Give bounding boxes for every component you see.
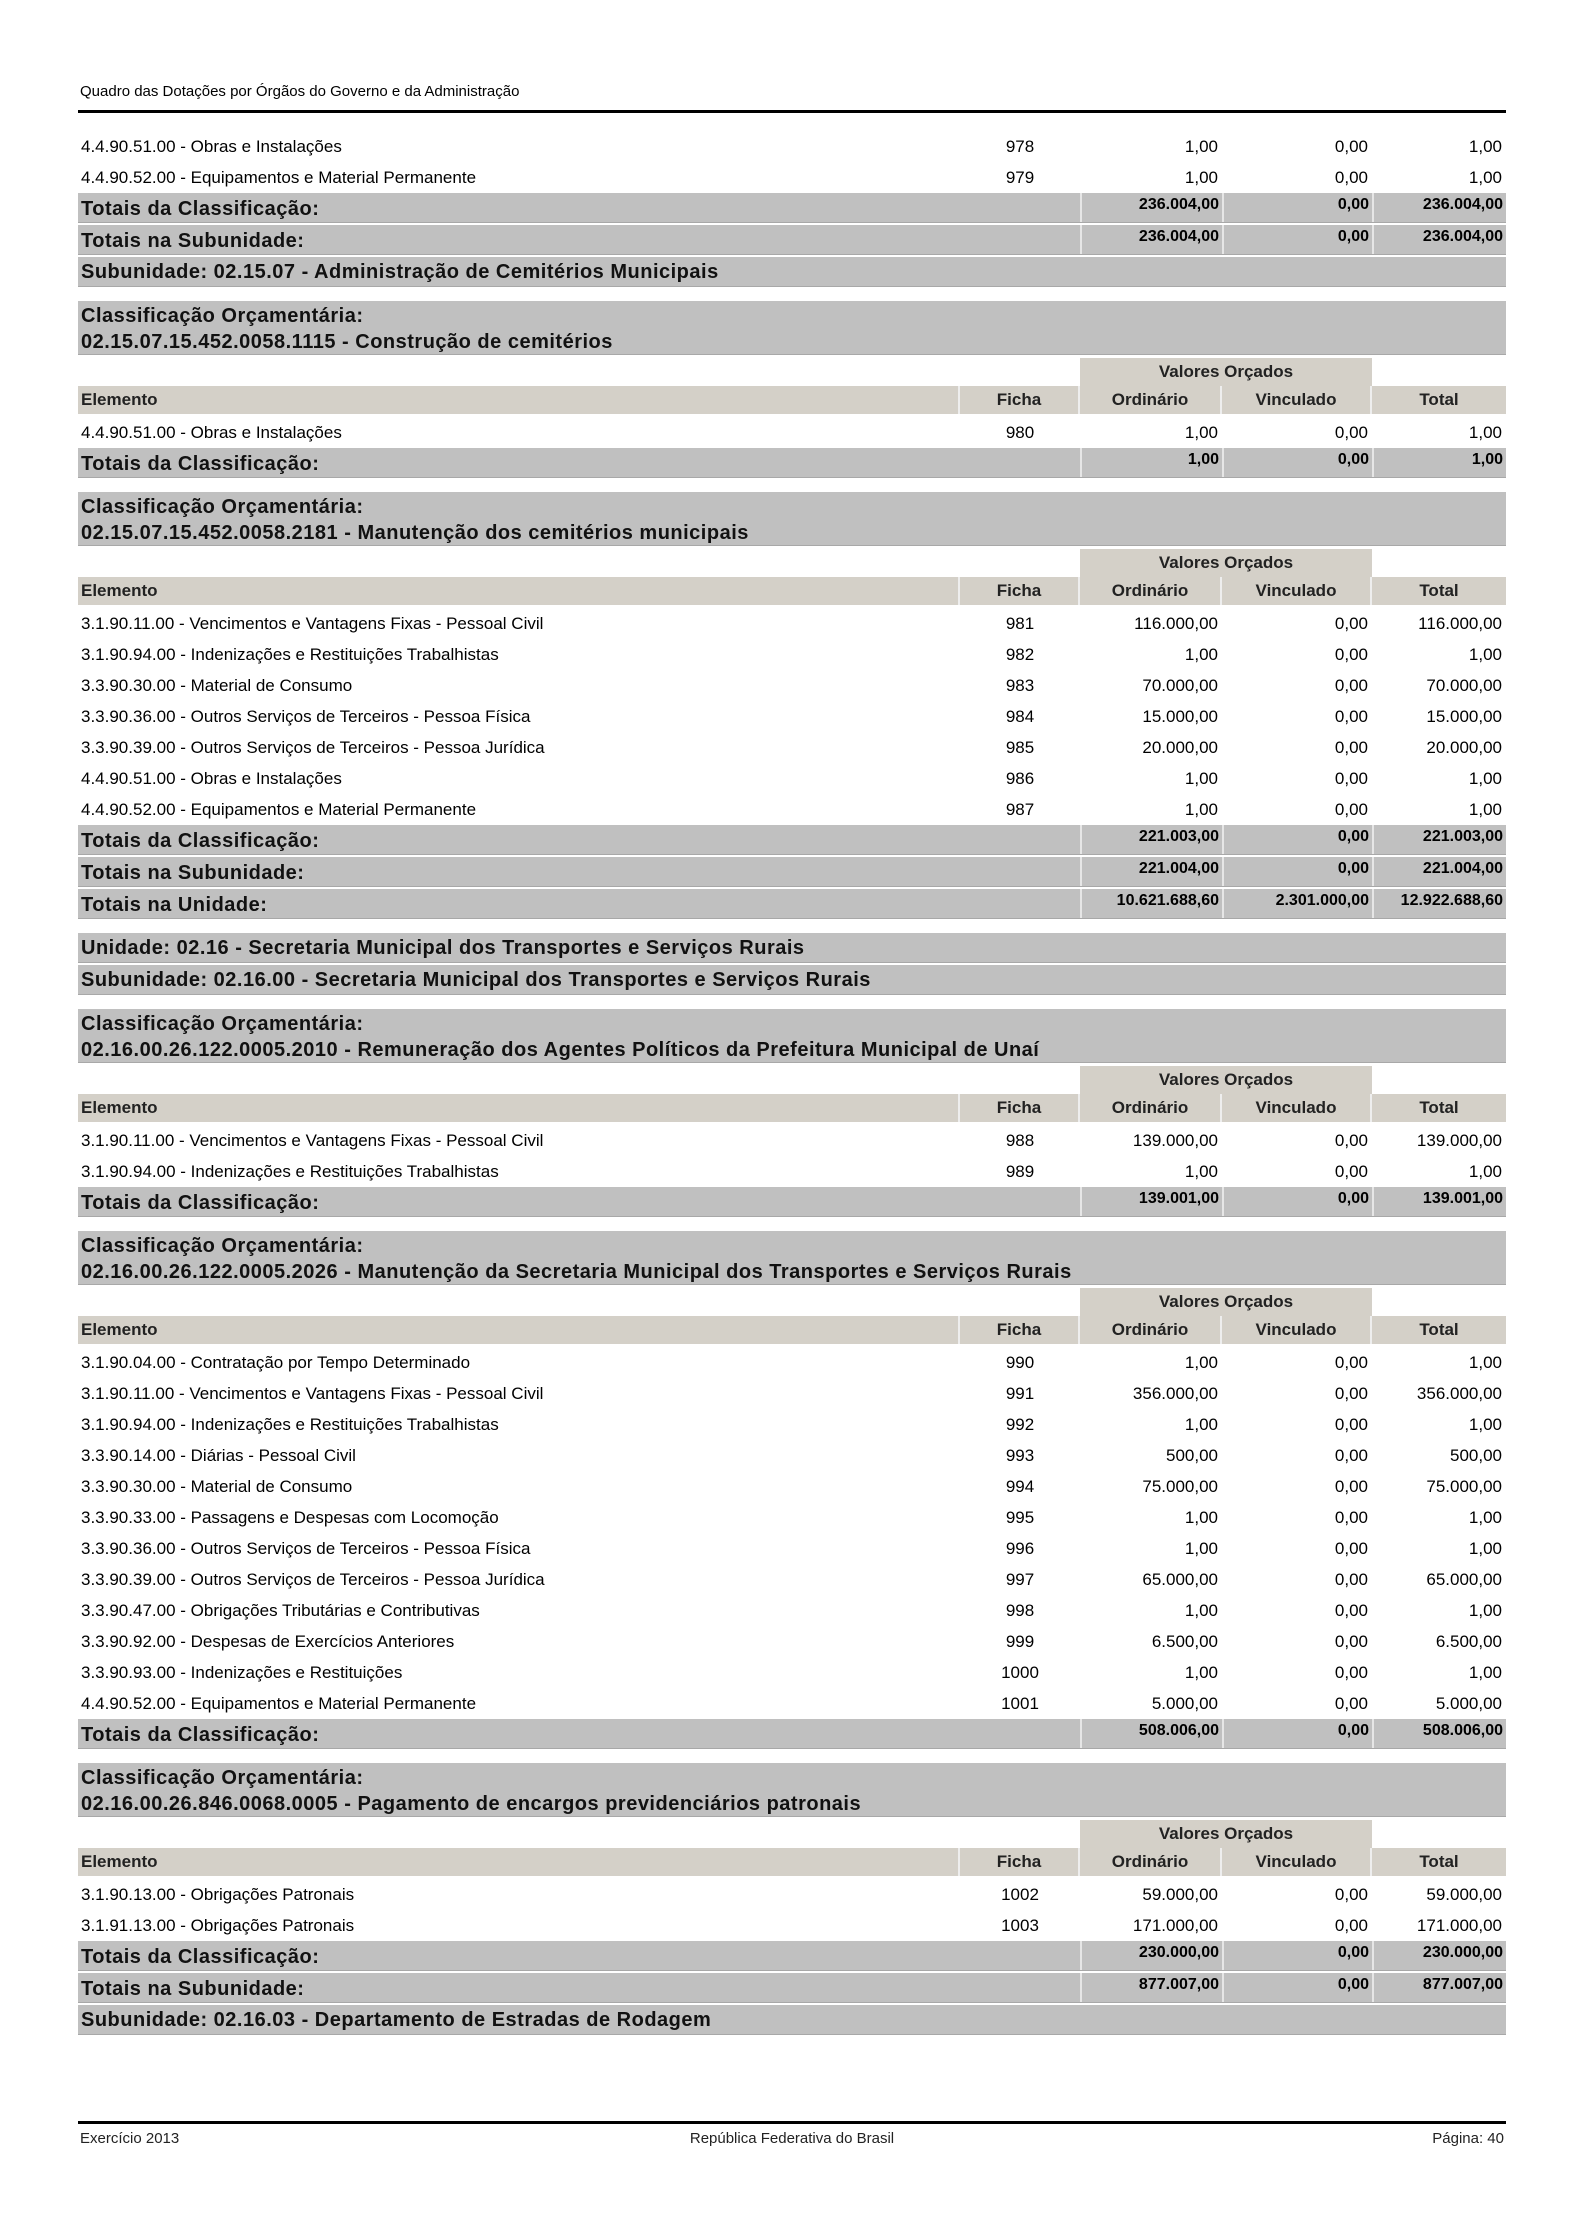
total-cell: 70.000,00 — [1426, 675, 1502, 695]
ficha-cell: 999 — [1005, 1631, 1035, 1651]
ordinario-cell: 1,00 — [1184, 136, 1218, 156]
ordinario-cell: 1,00 — [1184, 1600, 1218, 1620]
vinculado-cell: 0,00 — [1334, 422, 1368, 442]
classification-label: Classificação Orçamentária: — [81, 496, 364, 518]
valores-orcados-label: Valores Orçados — [1080, 1288, 1372, 1316]
classification-label: Classificação Orçamentária: — [81, 305, 364, 327]
vinculado-cell: 0,00 — [1334, 1130, 1368, 1150]
total-cell: 1,00 — [1468, 1538, 1502, 1558]
column-header-elemento: Elemento — [78, 1094, 960, 1122]
footer-country: República Federativa do Brasil — [689, 2130, 895, 2147]
total-cell: 75.000,00 — [1426, 1476, 1502, 1496]
ficha-cell: 998 — [1005, 1600, 1035, 1620]
ficha-cell: 1003 — [1001, 1915, 1039, 1935]
column-header-row — [78, 1316, 1506, 1344]
ordinario-cell: 75.000,00 — [1142, 1476, 1218, 1496]
footer-exercise-year: Exercício 2013 — [80, 2130, 180, 2147]
totals-row — [78, 448, 1506, 478]
header-spacer — [78, 358, 1080, 386]
ficha-cell: 993 — [1005, 1445, 1035, 1465]
totals-ordinario: 236.004,00 — [1080, 225, 1222, 254]
total-cell: 356.000,00 — [1416, 1383, 1502, 1403]
valores-orcados-label: Valores Orçados — [1080, 549, 1372, 577]
totals-label: Totais da Classificação: — [81, 198, 320, 220]
elemento-cell: 3.3.90.30.00 - Material de Consumo — [81, 675, 353, 695]
column-header-total: Total — [1419, 1320, 1459, 1339]
valores-orcados-header — [78, 1288, 1506, 1316]
ordinario-cell: 1,00 — [1184, 1414, 1218, 1434]
elemento-cell: 3.3.90.92.00 - Despesas de Exercícios Anteriores — [81, 1631, 455, 1651]
vinculado-cell: 0,00 — [1334, 1693, 1368, 1713]
table-row — [78, 1347, 1506, 1378]
elemento-cell: 4.4.90.51.00 - Obras e Instalações — [81, 136, 342, 156]
ficha-cell: 981 — [1005, 613, 1035, 633]
total-cell: 65.000,00 — [1426, 1569, 1502, 1589]
totals-total: 221.003,00 — [1372, 825, 1506, 854]
column-header-row — [78, 1094, 1506, 1122]
header-spacer — [78, 1066, 1080, 1094]
column-header-row — [78, 1848, 1506, 1876]
totals-label: Totais na Subunidade: — [81, 230, 305, 252]
column-header-elemento: Elemento — [78, 386, 960, 414]
totals-vinculado: 0,00 — [1222, 857, 1372, 886]
elemento-cell: 3.3.90.47.00 - Obrigações Tributárias e Contributivas — [81, 1600, 480, 1620]
classification-label: Classificação Orçamentária: — [81, 1767, 364, 1789]
table-row — [78, 1688, 1506, 1719]
valores-orcados-header — [78, 1820, 1506, 1848]
table-row — [78, 1910, 1506, 1941]
classification-label: Classificação Orçamentária: — [81, 1235, 364, 1257]
ordinario-cell: 356.000,00 — [1132, 1383, 1218, 1403]
vinculado-cell: 0,00 — [1334, 1445, 1368, 1465]
elemento-cell: 3.3.90.33.00 - Passagens e Despesas com Locomoção — [81, 1507, 499, 1527]
ordinario-cell: 1,00 — [1184, 1538, 1218, 1558]
column-header-ordinario: Ordinário — [1080, 1316, 1222, 1344]
ordinario-cell: 1,00 — [1184, 1662, 1218, 1682]
column-header-row — [78, 577, 1506, 605]
column-header-elemento: Elemento — [78, 1316, 960, 1344]
totals-ordinario: 221.003,00 — [1080, 825, 1222, 854]
totals-row — [78, 225, 1506, 255]
total-cell: 59.000,00 — [1426, 1884, 1502, 1904]
totals-total: 236.004,00 — [1372, 225, 1506, 254]
totals-vinculado: 0,00 — [1222, 1187, 1372, 1216]
column-header-total: Total — [1419, 390, 1459, 409]
ficha-cell: 979 — [1005, 167, 1035, 187]
ordinario-cell: 1,00 — [1184, 644, 1218, 664]
table-row — [78, 1409, 1506, 1440]
totals-label: Totais da Classificação: — [81, 1946, 320, 1968]
totals-vinculado: 0,00 — [1222, 1719, 1372, 1748]
vinculado-cell: 0,00 — [1334, 1383, 1368, 1403]
vinculado-cell: 0,00 — [1334, 1662, 1368, 1682]
total-cell: 1,00 — [1468, 1600, 1502, 1620]
elemento-cell: 3.3.90.14.00 - Diárias - Pessoal Civil — [81, 1445, 356, 1465]
ordinario-cell: 1,00 — [1184, 1161, 1218, 1181]
vinculado-cell: 0,00 — [1334, 1507, 1368, 1527]
ficha-cell: 985 — [1005, 737, 1035, 757]
totals-row — [78, 825, 1506, 855]
vinculado-cell: 0,00 — [1334, 167, 1368, 187]
ficha-cell: 1001 — [1001, 1693, 1039, 1713]
vinculado-cell: 0,00 — [1334, 1569, 1368, 1589]
report-footer — [78, 2121, 1506, 2147]
classification-label: Classificação Orçamentária: — [81, 1013, 364, 1035]
classification-code: 02.15.07.15.452.0058.2181 - Manutenção dos cemitérios municipais — [81, 522, 749, 544]
totals-vinculado: 2.301.000,00 — [1222, 889, 1372, 918]
total-cell: 6.500,00 — [1435, 1631, 1502, 1651]
classification-band — [78, 1009, 1506, 1063]
total-cell: 20.000,00 — [1426, 737, 1502, 757]
ficha-cell: 994 — [1005, 1476, 1035, 1496]
totals-label: Totais na Subunidade: — [81, 1978, 305, 2000]
total-cell: 1,00 — [1468, 1662, 1502, 1682]
vinculado-cell: 0,00 — [1334, 675, 1368, 695]
vinculado-cell: 0,00 — [1334, 737, 1368, 757]
table-row — [78, 1533, 1506, 1564]
vinculado-cell: 0,00 — [1334, 136, 1368, 156]
elemento-cell: 4.4.90.51.00 - Obras e Instalações — [81, 422, 342, 442]
column-header-ficha: Ficha — [960, 1316, 1080, 1344]
classification-code: 02.16.00.26.122.0005.2010 - Remuneração dos Agentes Políticos da Prefeitura Municipal de Unaí — [81, 1039, 1040, 1061]
ficha-cell: 996 — [1005, 1538, 1035, 1558]
valores-orcados-header — [78, 549, 1506, 577]
column-header-ficha: Ficha — [960, 577, 1080, 605]
totals-total: 508.006,00 — [1372, 1719, 1506, 1748]
report-header — [78, 80, 1506, 113]
report-body — [78, 131, 1506, 2037]
totals-ordinario: 1,00 — [1080, 448, 1222, 477]
totals-total: 221.004,00 — [1372, 857, 1506, 886]
valores-orcados-label: Valores Orçados — [1080, 1820, 1372, 1848]
table-row — [78, 1471, 1506, 1502]
section-band: Subunidade: 02.16.00 - Secretaria Municipal dos Transportes e Serviços Rurais — [78, 965, 1506, 995]
table-row — [78, 1378, 1506, 1409]
vinculado-cell: 0,00 — [1334, 1538, 1368, 1558]
ordinario-cell: 116.000,00 — [1134, 613, 1218, 633]
classification-band — [78, 492, 1506, 546]
totals-vinculado: 0,00 — [1222, 225, 1372, 254]
totals-ordinario: 10.621.688,60 — [1080, 889, 1222, 918]
ficha-cell: 992 — [1005, 1414, 1035, 1434]
valores-orcados-header — [78, 358, 1506, 386]
ficha-cell: 986 — [1005, 768, 1035, 788]
total-cell: 1,00 — [1468, 1161, 1502, 1181]
ficha-cell: 983 — [1005, 675, 1035, 695]
ficha-cell: 995 — [1005, 1507, 1035, 1527]
vinculado-cell: 0,00 — [1334, 1414, 1368, 1434]
ordinario-cell: 1,00 — [1184, 1352, 1218, 1372]
section-band: Subunidade: 02.15.07 - Administração de Cemitérios Municipais — [78, 257, 1506, 287]
column-header-ordinario: Ordinário — [1080, 577, 1222, 605]
ordinario-cell: 20.000,00 — [1142, 737, 1218, 757]
column-header-ficha: Ficha — [960, 1094, 1080, 1122]
totals-total: 877.007,00 — [1372, 1973, 1506, 2002]
column-header-ordinario: Ordinário — [1080, 1094, 1222, 1122]
totals-ordinario: 139.001,00 — [1080, 1187, 1222, 1216]
table-row — [78, 639, 1506, 670]
ordinario-cell: 15.000,00 — [1142, 706, 1218, 726]
total-cell: 1,00 — [1468, 422, 1502, 442]
classification-band — [78, 301, 1506, 355]
ordinario-cell: 1,00 — [1184, 422, 1218, 442]
header-spacer — [78, 549, 1080, 577]
totals-label: Totais na Subunidade: — [81, 862, 305, 884]
column-header-vinculado: Vinculado — [1222, 1094, 1372, 1122]
column-header-vinculado: Vinculado — [1222, 577, 1372, 605]
report-title: Quadro das Dotações por Órgãos do Governo e da Administração — [80, 83, 520, 100]
total-cell: 1,00 — [1468, 136, 1502, 156]
table-row — [78, 608, 1506, 639]
valores-orcados-label: Valores Orçados — [1080, 358, 1372, 386]
elemento-cell: 3.3.90.93.00 - Indenizações e Restituições — [81, 1662, 403, 1682]
totals-ordinario: 508.006,00 — [1080, 1719, 1222, 1748]
vinculado-cell: 0,00 — [1334, 644, 1368, 664]
ordinario-cell: 171.000,00 — [1132, 1915, 1218, 1935]
elemento-cell: 3.3.90.30.00 - Material de Consumo — [81, 1476, 353, 1496]
column-header-elemento: Elemento — [78, 1848, 960, 1876]
column-header-ordinario: Ordinário — [1080, 386, 1222, 414]
elemento-cell: 4.4.90.52.00 - Equipamentos e Material Permanente — [81, 167, 477, 187]
total-cell: 1,00 — [1468, 768, 1502, 788]
vinculado-cell: 0,00 — [1334, 768, 1368, 788]
ficha-cell: 1000 — [1001, 1662, 1039, 1682]
classification-band — [78, 1763, 1506, 1817]
elemento-cell: 3.1.90.11.00 - Vencimentos e Vantagens Fixas - Pessoal Civil — [81, 1383, 544, 1403]
column-header-total: Total — [1419, 1098, 1459, 1117]
valores-orcados-header — [78, 1066, 1506, 1094]
table-row — [78, 1879, 1506, 1910]
footer-page-number: Página: 40 — [1432, 2130, 1504, 2147]
table-row — [78, 701, 1506, 732]
totals-total: 139.001,00 — [1372, 1187, 1506, 1216]
ordinario-cell: 1,00 — [1184, 1507, 1218, 1527]
totals-row — [78, 1973, 1506, 2003]
total-cell: 116.000,00 — [1418, 613, 1502, 633]
elemento-cell: 3.1.90.11.00 - Vencimentos e Vantagens Fixas - Pessoal Civil — [81, 1130, 544, 1150]
column-header-total: Total — [1419, 581, 1459, 600]
table-row — [78, 732, 1506, 763]
table-row — [78, 670, 1506, 701]
vinculado-cell: 0,00 — [1334, 1161, 1368, 1181]
ordinario-cell: 59.000,00 — [1142, 1884, 1218, 1904]
column-header-ordinario: Ordinário — [1080, 1848, 1222, 1876]
totals-row — [78, 889, 1506, 919]
column-header-vinculado: Vinculado — [1222, 386, 1372, 414]
totals-total: 12.922.688,60 — [1372, 889, 1506, 918]
header-spacer — [78, 1288, 1080, 1316]
totals-vinculado: 0,00 — [1222, 193, 1372, 222]
classification-code: 02.16.00.26.122.0005.2026 - Manutenção da Secretaria Municipal dos Transportes e Serviços Rurais — [81, 1261, 1072, 1283]
totals-ordinario: 877.007,00 — [1080, 1973, 1222, 2002]
table-row — [78, 794, 1506, 825]
elemento-cell: 3.1.91.13.00 - Obrigações Patronais — [81, 1915, 355, 1935]
ordinario-cell: 70.000,00 — [1142, 675, 1218, 695]
header-spacer — [78, 1820, 1080, 1848]
vinculado-cell: 0,00 — [1334, 1915, 1368, 1935]
totals-row — [78, 1719, 1506, 1749]
totals-row — [78, 1187, 1506, 1217]
column-header-ficha: Ficha — [960, 386, 1080, 414]
section-band: Subunidade: 02.16.03 - Departamento de Estradas de Rodagem — [78, 2005, 1506, 2035]
ficha-cell: 984 — [1005, 706, 1035, 726]
vinculado-cell: 0,00 — [1334, 1884, 1368, 1904]
ficha-cell: 997 — [1005, 1569, 1035, 1589]
table-row — [78, 1564, 1506, 1595]
vinculado-cell: 0,00 — [1334, 613, 1368, 633]
total-cell: 171.000,00 — [1416, 1915, 1502, 1935]
classification-code: 02.16.00.26.846.0068.0005 - Pagamento de encargos previdenciários patronais — [81, 1793, 862, 1815]
ficha-cell: 991 — [1005, 1383, 1035, 1403]
total-cell: 139.000,00 — [1416, 1130, 1502, 1150]
totals-total: 236.004,00 — [1372, 193, 1506, 222]
ordinario-cell: 65.000,00 — [1142, 1569, 1218, 1589]
table-row — [78, 417, 1506, 448]
column-header-elemento: Elemento — [78, 577, 960, 605]
totals-label: Totais na Unidade: — [81, 894, 268, 916]
elemento-cell: 3.3.90.36.00 - Outros Serviços de Terceiros - Pessoa Física — [81, 1538, 531, 1558]
ordinario-cell: 1,00 — [1184, 167, 1218, 187]
totals-label: Totais da Classificação: — [81, 453, 320, 475]
ordinario-cell: 1,00 — [1184, 799, 1218, 819]
column-header-total: Total — [1419, 1852, 1459, 1871]
ficha-cell: 980 — [1005, 422, 1035, 442]
totals-vinculado: 0,00 — [1222, 1973, 1372, 2002]
table-row — [78, 131, 1506, 162]
table-row — [78, 162, 1506, 193]
ordinario-cell: 5.000,00 — [1151, 1693, 1218, 1713]
totals-vinculado: 0,00 — [1222, 448, 1372, 477]
total-cell: 1,00 — [1468, 1414, 1502, 1434]
valores-orcados-label: Valores Orçados — [1080, 1066, 1372, 1094]
totals-total: 230.000,00 — [1372, 1941, 1506, 1970]
ficha-cell: 978 — [1005, 136, 1035, 156]
table-row — [78, 1595, 1506, 1626]
vinculado-cell: 0,00 — [1334, 1631, 1368, 1651]
classification-code: 02.15.07.15.452.0058.1115 - Construção de cemitérios — [81, 331, 613, 353]
total-cell: 1,00 — [1468, 167, 1502, 187]
totals-ordinario: 236.004,00 — [1080, 193, 1222, 222]
totals-ordinario: 230.000,00 — [1080, 1941, 1222, 1970]
column-header-ficha: Ficha — [960, 1848, 1080, 1876]
column-header-vinculado: Vinculado — [1222, 1316, 1372, 1344]
total-cell: 1,00 — [1468, 1507, 1502, 1527]
vinculado-cell: 0,00 — [1334, 1476, 1368, 1496]
elemento-cell: 4.4.90.52.00 - Equipamentos e Material Permanente — [81, 1693, 477, 1713]
ordinario-cell: 500,00 — [1166, 1445, 1218, 1465]
totals-label: Totais da Classificação: — [81, 1192, 320, 1214]
vinculado-cell: 0,00 — [1334, 1352, 1368, 1372]
ordinario-cell: 6.500,00 — [1151, 1631, 1218, 1651]
table-row — [78, 1657, 1506, 1688]
ordinario-cell: 139.000,00 — [1132, 1130, 1218, 1150]
elemento-cell: 3.1.90.13.00 - Obrigações Patronais — [81, 1884, 355, 1904]
totals-vinculado: 0,00 — [1222, 1941, 1372, 1970]
column-header-vinculado: Vinculado — [1222, 1848, 1372, 1876]
total-cell: 1,00 — [1468, 644, 1502, 664]
total-cell: 15.000,00 — [1426, 706, 1502, 726]
total-cell: 1,00 — [1468, 799, 1502, 819]
totals-label: Totais da Classificação: — [81, 1724, 320, 1746]
totals-row — [78, 193, 1506, 223]
totals-label: Totais da Classificação: — [81, 830, 320, 852]
totals-row — [78, 1941, 1506, 1971]
elemento-cell: 4.4.90.51.00 - Obras e Instalações — [81, 768, 342, 788]
totals-row — [78, 857, 1506, 887]
total-cell: 1,00 — [1468, 1352, 1502, 1372]
total-cell: 5.000,00 — [1435, 1693, 1502, 1713]
ficha-cell: 989 — [1005, 1161, 1035, 1181]
vinculado-cell: 0,00 — [1334, 1600, 1368, 1620]
ficha-cell: 990 — [1005, 1352, 1035, 1372]
column-header-row — [78, 386, 1506, 414]
ficha-cell: 988 — [1005, 1130, 1035, 1150]
elemento-cell: 3.3.90.39.00 - Outros Serviços de Terceiros - Pessoa Jurídica — [81, 737, 545, 757]
ficha-cell: 1002 — [1001, 1884, 1039, 1904]
elemento-cell: 3.1.90.94.00 - Indenizações e Restituições Trabalhistas — [81, 1414, 499, 1434]
elemento-cell: 3.1.90.94.00 - Indenizações e Restituições Trabalhistas — [81, 644, 499, 664]
elemento-cell: 4.4.90.52.00 - Equipamentos e Material Permanente — [81, 799, 477, 819]
section-band: Unidade: 02.16 - Secretaria Municipal dos Transportes e Serviços Rurais — [78, 933, 1506, 963]
ficha-cell: 987 — [1005, 799, 1035, 819]
classification-band — [78, 1231, 1506, 1285]
table-row — [78, 1156, 1506, 1187]
elemento-cell: 3.1.90.94.00 - Indenizações e Restituições Trabalhistas — [81, 1161, 499, 1181]
vinculado-cell: 0,00 — [1334, 799, 1368, 819]
elemento-cell: 3.1.90.04.00 - Contratação por Tempo Determinado — [81, 1352, 471, 1372]
table-row — [78, 1440, 1506, 1471]
vinculado-cell: 0,00 — [1334, 706, 1368, 726]
total-cell: 500,00 — [1450, 1445, 1502, 1465]
elemento-cell: 3.3.90.36.00 - Outros Serviços de Terceiros - Pessoa Física — [81, 706, 531, 726]
table-row — [78, 1502, 1506, 1533]
table-row — [78, 763, 1506, 794]
elemento-cell: 3.3.90.39.00 - Outros Serviços de Terceiros - Pessoa Jurídica — [81, 1569, 545, 1589]
totals-vinculado: 0,00 — [1222, 825, 1372, 854]
ordinario-cell: 1,00 — [1184, 768, 1218, 788]
table-row — [78, 1626, 1506, 1657]
totals-ordinario: 221.004,00 — [1080, 857, 1222, 886]
ficha-cell: 982 — [1005, 644, 1035, 664]
totals-total: 1,00 — [1372, 448, 1506, 477]
table-row — [78, 1125, 1506, 1156]
elemento-cell: 3.1.90.11.00 - Vencimentos e Vantagens Fixas - Pessoal Civil — [81, 613, 544, 633]
